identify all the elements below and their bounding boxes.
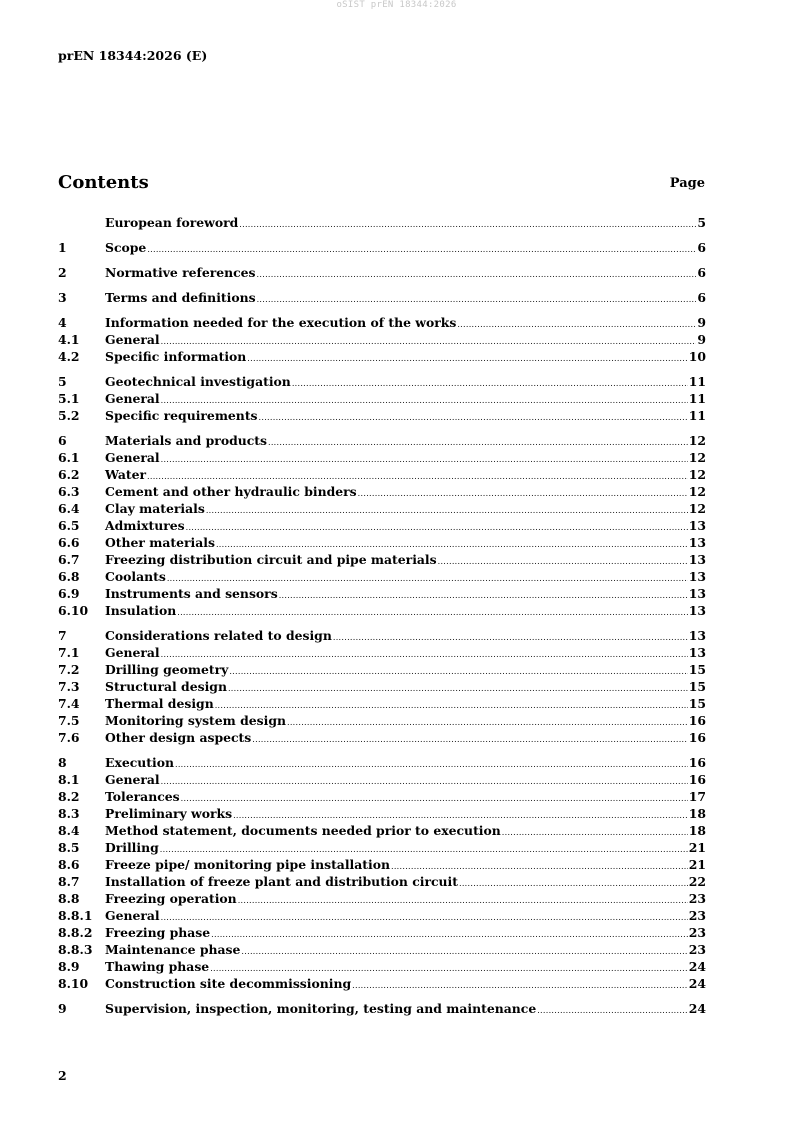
toc-entry-page: 21 — [688, 840, 706, 855]
toc-entry-title: Considerations related to design — [105, 628, 332, 643]
toc-dot-leader — [459, 875, 688, 892]
page-column-heading: Page — [669, 176, 705, 191]
toc-entry-title: Maintenance phase — [105, 942, 241, 957]
toc-entry-title: Water — [105, 467, 147, 482]
toc-entry-title: General — [105, 908, 160, 923]
toc-group — [58, 239, 706, 256]
toc-entry[interactable] — [58, 466, 706, 483]
toc-dot-leader — [502, 824, 688, 841]
toc-entry-page: 18 — [688, 823, 706, 838]
toc-entry[interactable] — [58, 602, 706, 619]
toc-entry-page: 12 — [688, 433, 706, 448]
toc-entry-page: 12 — [688, 450, 706, 465]
toc-entry-title: Normative references — [105, 265, 256, 280]
toc-entry-title: Tolerances — [105, 789, 180, 804]
toc-group — [58, 264, 706, 281]
toc-entry-number: 6.2 — [58, 467, 80, 482]
toc-entry[interactable] — [58, 214, 706, 231]
toc-entry[interactable] — [58, 568, 706, 585]
toc-dot-leader — [257, 291, 697, 308]
toc-entry-number: 2 — [58, 265, 67, 280]
toc-entry-number: 6.3 — [58, 484, 80, 499]
toc-entry-title: Supervision, inspection, monitoring, testing and maintenance — [105, 1001, 537, 1016]
toc-entry-title: Monitoring system design — [105, 713, 286, 728]
toc-dot-leader — [358, 485, 688, 502]
toc-entry-page: 11 — [688, 408, 706, 423]
toc-entry-number: 6.4 — [58, 501, 80, 516]
toc-entry-title: Preliminary works — [105, 806, 233, 821]
toc-entry[interactable] — [58, 839, 706, 856]
toc-entry-number: 8.10 — [58, 976, 89, 991]
toc-group — [58, 1000, 706, 1017]
toc-dot-leader — [181, 790, 688, 807]
toc-entry-title: Thermal design — [105, 696, 214, 711]
toc-entry-title: Coolants — [105, 569, 166, 584]
toc-entry-page: 23 — [688, 942, 706, 957]
toc-dot-leader — [186, 519, 688, 536]
toc-entry-number: 7 — [58, 628, 67, 643]
toc-entry[interactable] — [58, 390, 706, 407]
toc-dot-leader — [147, 241, 696, 258]
toc-entry-number: 5 — [58, 374, 67, 389]
toc-entry-title: Freezing distribution circuit and pipe materials — [105, 552, 437, 567]
toc-entry[interactable] — [58, 678, 706, 695]
toc-entry-title: Admixtures — [105, 518, 185, 533]
toc-dot-leader — [333, 629, 688, 646]
toc-entry-page: 13 — [688, 603, 706, 618]
toc-entry[interactable] — [58, 805, 706, 822]
toc-entry-number: 8.9 — [58, 959, 80, 974]
toc-entry-number: 8.2 — [58, 789, 80, 804]
toc-entry-title: Structural design — [105, 679, 227, 694]
toc-dot-leader — [239, 216, 696, 233]
toc-dot-leader — [292, 375, 688, 392]
toc-entry[interactable] — [58, 907, 706, 924]
toc-entry-number: 6.7 — [58, 552, 80, 567]
toc-entry[interactable] — [58, 551, 706, 568]
toc-group — [58, 754, 706, 992]
toc-entry[interactable] — [58, 754, 706, 771]
toc-entry[interactable] — [58, 712, 706, 729]
toc-entry-title: Cement and other hydraulic binders — [105, 484, 357, 499]
toc-entry[interactable] — [58, 856, 706, 873]
toc-dot-leader — [228, 680, 688, 697]
watermark: oSIST prEN 18344:2026 — [336, 0, 457, 10]
toc-entry[interactable] — [58, 517, 706, 534]
toc-entry-number: 8.5 — [58, 840, 80, 855]
toc-entry-page: 6 — [697, 265, 706, 280]
toc-dot-leader — [175, 756, 688, 773]
toc-entry-number: 5.1 — [58, 391, 80, 406]
toc-entry[interactable] — [58, 373, 706, 390]
toc-dot-leader — [177, 604, 688, 621]
toc-group — [58, 432, 706, 619]
toc-dot-leader — [161, 646, 688, 663]
toc-dot-leader — [252, 731, 687, 748]
toc-entry-page: 21 — [688, 857, 706, 872]
toc-entry[interactable] — [58, 644, 706, 661]
toc-entry-number: 6.10 — [58, 603, 89, 618]
toc-entry-title: Freeze pipe/ monitoring pipe installation — [105, 857, 390, 872]
toc-entry[interactable] — [58, 958, 706, 975]
toc-entry-number: 6.1 — [58, 450, 80, 465]
toc-entry-page: 13 — [688, 645, 706, 660]
toc-entry[interactable] — [58, 771, 706, 788]
toc-entry-title: Specific requirements — [105, 408, 258, 423]
toc-entry[interactable] — [58, 695, 706, 712]
toc-group — [58, 373, 706, 424]
toc-dot-leader — [268, 434, 688, 451]
toc-entry[interactable] — [58, 289, 706, 306]
toc-entry-number: 3 — [58, 290, 67, 305]
toc-entry-number: 9 — [58, 1001, 67, 1016]
toc-entry-page: 23 — [688, 908, 706, 923]
toc-entry-number: 6.8 — [58, 569, 80, 584]
toc-entry[interactable] — [58, 483, 706, 500]
toc-entry[interactable] — [58, 331, 706, 348]
toc-entry-page: 18 — [688, 806, 706, 821]
toc-entry-number: 7.4 — [58, 696, 80, 711]
toc-entry-number: 4.1 — [58, 332, 80, 347]
toc-entry[interactable] — [58, 822, 706, 839]
toc-entry-number: 5.2 — [58, 408, 80, 423]
toc-entry-page: 9 — [697, 315, 706, 330]
toc-entry-title: Instruments and sensors — [105, 586, 278, 601]
toc-dot-leader — [211, 926, 688, 943]
toc-dot-leader — [537, 1002, 688, 1019]
toc-entry-title: Geotechnical investigation — [105, 374, 291, 389]
toc-group — [58, 314, 706, 365]
toc-entry-page: 15 — [688, 679, 706, 694]
toc-entry-page: 6 — [697, 240, 706, 255]
toc-entry-title: European foreword — [105, 215, 239, 230]
toc-entry[interactable] — [58, 407, 706, 424]
toc-entry[interactable] — [58, 500, 706, 517]
toc-entry-title: Materials and products — [105, 433, 267, 448]
toc-entry-number: 6.9 — [58, 586, 80, 601]
toc-entry-page: 16 — [688, 772, 706, 787]
toc-entry-number: 8.8.1 — [58, 908, 93, 923]
toc-entry-title: Scope — [105, 240, 147, 255]
toc-dot-leader — [161, 773, 688, 790]
toc-entry-title: Specific information — [105, 349, 247, 364]
contents-title: Contents — [58, 172, 149, 193]
toc-entry-page: 22 — [688, 874, 706, 889]
toc-entry-number: 8.4 — [58, 823, 80, 838]
toc-entry-number: 8.8.2 — [58, 925, 93, 940]
toc-entry-title: Clay materials — [105, 501, 205, 516]
toc-entry-number: 1 — [58, 240, 67, 255]
toc-entry-number: 4 — [58, 315, 67, 330]
toc-entry[interactable] — [58, 449, 706, 466]
toc-entry-number: 8.8 — [58, 891, 80, 906]
toc-entry-page: 16 — [688, 730, 706, 745]
toc-entry-title: Execution — [105, 755, 174, 770]
toc-entry[interactable] — [58, 534, 706, 551]
toc-dot-leader — [257, 266, 697, 283]
toc-entry-page: 13 — [688, 569, 706, 584]
toc-entry-title: Insulation — [105, 603, 177, 618]
toc-entry[interactable] — [58, 264, 706, 281]
toc-entry-number: 8.8.3 — [58, 942, 93, 957]
toc-dot-leader — [161, 451, 688, 468]
toc-entry[interactable] — [58, 314, 706, 331]
toc-entry-title: Terms and definitions — [105, 290, 256, 305]
toc-entry-title: General — [105, 772, 160, 787]
toc-entry[interactable] — [58, 924, 706, 941]
toc-dot-leader — [457, 316, 696, 333]
toc-entry-page: 17 — [688, 789, 706, 804]
toc-entry-title: Thawing phase — [105, 959, 210, 974]
toc-entry-page: 24 — [688, 976, 706, 991]
toc-entry-title: Information needed for the execution of the works — [105, 315, 457, 330]
toc-entry-page: 12 — [688, 484, 706, 499]
toc-entry-page: 24 — [688, 1001, 706, 1016]
toc-group — [58, 214, 706, 231]
toc-entry-page: 5 — [697, 215, 706, 230]
toc-dot-leader — [206, 502, 688, 519]
toc-entry-number: 7.1 — [58, 645, 80, 660]
toc-entry-title: Installation of freeze plant and distribution circuit — [105, 874, 458, 889]
toc-entry-page: 12 — [688, 501, 706, 516]
toc-entry-page: 24 — [688, 959, 706, 974]
toc-entry-page: 12 — [688, 467, 706, 482]
toc-entry[interactable] — [58, 348, 706, 365]
toc-entry-page: 13 — [688, 628, 706, 643]
toc-dot-leader — [287, 714, 688, 731]
toc-entry-title: General — [105, 391, 160, 406]
toc-entry[interactable] — [58, 432, 706, 449]
toc-entry[interactable] — [58, 890, 706, 907]
toc-entry[interactable] — [58, 661, 706, 678]
toc-entry-number: 7.6 — [58, 730, 80, 745]
toc-entry-number: 8.1 — [58, 772, 80, 787]
toc-dot-leader — [259, 409, 688, 426]
toc-entry-page: 13 — [688, 535, 706, 550]
toc-entry-page: 11 — [688, 374, 706, 389]
toc-entry-page: 6 — [697, 290, 706, 305]
toc-entry-title: Freezing phase — [105, 925, 211, 940]
toc-entry-page: 13 — [688, 552, 706, 567]
toc-entry-page: 11 — [688, 391, 706, 406]
toc-entry-title: General — [105, 450, 160, 465]
toc-dot-leader — [161, 909, 688, 926]
toc-entry-number: 4.2 — [58, 349, 80, 364]
toc-entry-title: Freezing operation — [105, 891, 237, 906]
toc-dot-leader — [438, 553, 688, 570]
toc-dot-leader — [352, 977, 688, 994]
toc-entry-number: 8 — [58, 755, 67, 770]
toc-entry-number: 8.7 — [58, 874, 80, 889]
toc-entry-number: 6.6 — [58, 535, 80, 550]
toc-entry-page: 15 — [688, 696, 706, 711]
toc-entry-number: 7.5 — [58, 713, 80, 728]
toc-group — [58, 627, 706, 746]
toc-entry-title: General — [105, 332, 160, 347]
page-number: 2 — [58, 1068, 67, 1083]
toc-entry-title: General — [105, 645, 160, 660]
toc-entry[interactable] — [58, 975, 706, 992]
toc-entry-page: 16 — [688, 755, 706, 770]
toc-entry-page: 10 — [688, 349, 706, 364]
toc-entry-number: 7.3 — [58, 679, 80, 694]
toc-dot-leader — [279, 587, 688, 604]
toc-entry-number: 6 — [58, 433, 67, 448]
toc-entry-page: 23 — [688, 891, 706, 906]
toc-entry-page: 13 — [688, 518, 706, 533]
toc-entry[interactable] — [58, 585, 706, 602]
toc-entry[interactable] — [58, 239, 706, 256]
toc-entry[interactable] — [58, 627, 706, 644]
document-id: prEN 18344:2026 (E) — [58, 48, 208, 63]
toc-entry-title: Construction site decommissioning — [105, 976, 352, 991]
toc-entry[interactable] — [58, 1000, 706, 1017]
toc-entry[interactable] — [58, 729, 706, 746]
table-of-contents — [58, 214, 706, 1025]
toc-entry-page: 9 — [697, 332, 706, 347]
toc-entry-number: 6.5 — [58, 518, 80, 533]
toc-entry-title: Other design aspects — [105, 730, 252, 745]
toc-entry-title: Drilling — [105, 840, 159, 855]
toc-entry-title: Method statement, documents needed prior to execution — [105, 823, 501, 838]
toc-entry-page: 13 — [688, 586, 706, 601]
toc-entry[interactable] — [58, 788, 706, 805]
toc-dot-leader — [229, 663, 687, 680]
toc-entry-title: Other materials — [105, 535, 215, 550]
toc-entry-page: 23 — [688, 925, 706, 940]
toc-entry-page: 16 — [688, 713, 706, 728]
toc-entry[interactable] — [58, 873, 706, 890]
toc-group — [58, 289, 706, 306]
toc-dot-leader — [247, 350, 687, 367]
toc-entry-page: 15 — [688, 662, 706, 677]
toc-dot-leader — [238, 892, 688, 909]
toc-entry-number: 7.2 — [58, 662, 80, 677]
toc-entry-number: 8.6 — [58, 857, 80, 872]
toc-entry[interactable] — [58, 941, 706, 958]
toc-entry-number: 8.3 — [58, 806, 80, 821]
toc-entry-title: Drilling geometry — [105, 662, 229, 677]
toc-dot-leader — [241, 943, 687, 960]
